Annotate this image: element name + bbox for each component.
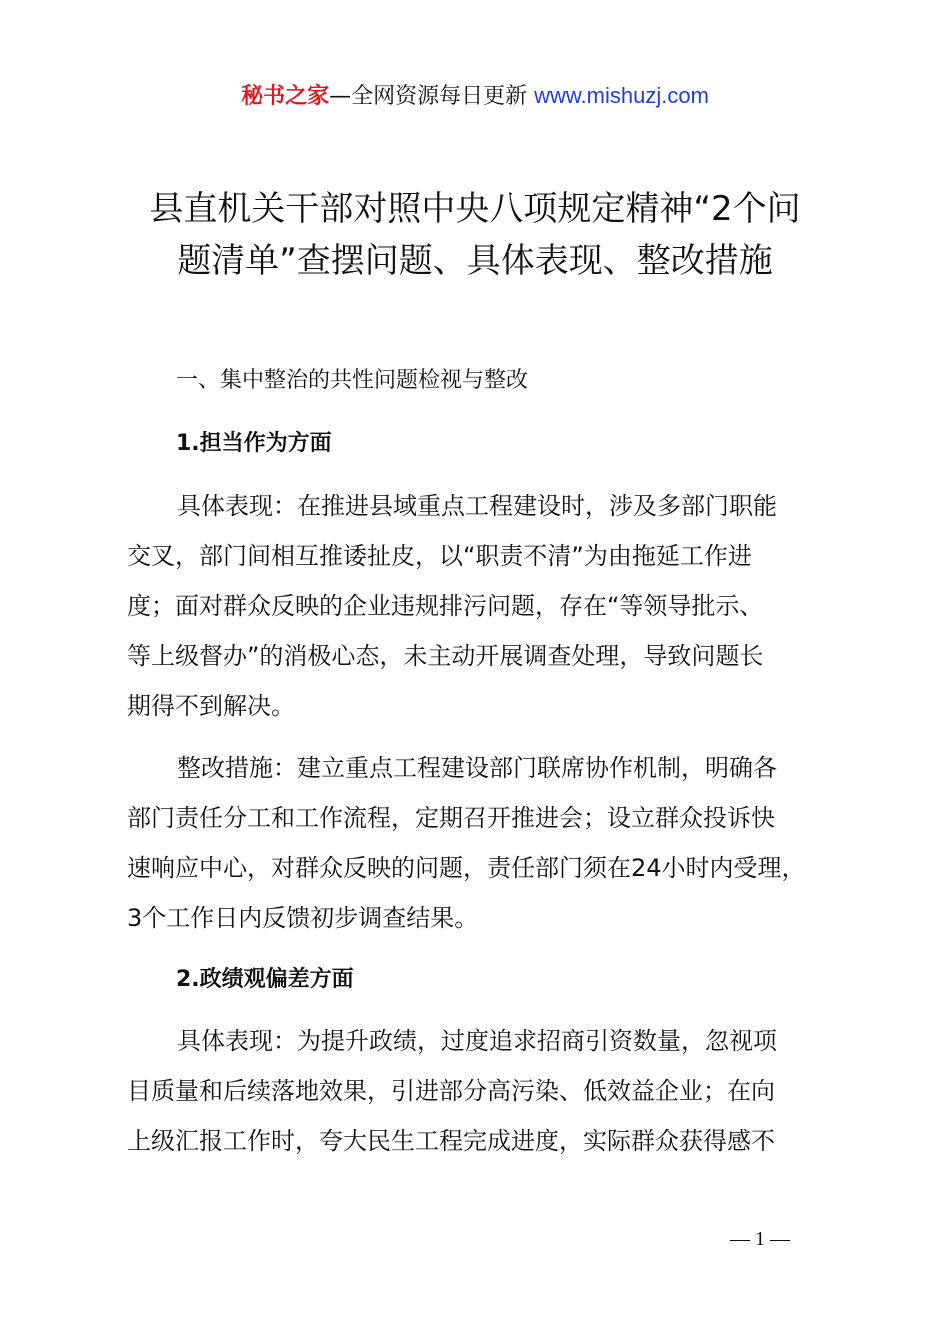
paragraph-line: 期得不到解决。 (127, 692, 295, 720)
paragraph-line: 具体表现：为提升政绩，过度追求招商引资数量，忽视项 (177, 1027, 777, 1055)
banner-tagline: —全网资源每日更新 (329, 84, 535, 109)
paragraph-line: 目质量和后续落地效果，引进部分高污染、低效益企业；在向 (127, 1077, 775, 1105)
paragraph-rectification (127, 743, 857, 943)
paragraph-performance (127, 1016, 857, 1166)
site-banner (0, 80, 950, 113)
title-line: 县直机关干部对照中央八项规定精神“2个问 (149, 189, 801, 229)
paragraph-line: 具体表现：在推进县域重点工程建设时，涉及多部门职能 (177, 492, 777, 520)
paragraph-line: 等上级督办”的消极心态，未主动开展调查处理，导致问题长 (127, 642, 764, 670)
site-url-link[interactable]: www.mishuzj.com (534, 83, 709, 108)
paragraph-line: 速响应中心，对群众反映的问题，责任部门须在24小时内受理， (127, 854, 806, 882)
paragraph-line: 交叉，部门间相互推诿扯皮，以“职责不清”为由拖延工作进 (127, 542, 752, 570)
paragraph-line: 整改措施：建立重点工程建设部门联席协作机制，明确各 (177, 754, 777, 782)
brand-name: 秘书之家 (241, 84, 330, 109)
subsection-heading: 2.政绩观偏差方面 (176, 967, 354, 992)
paragraph-performance (127, 481, 857, 731)
paragraph-line: 度；面对群众反映的企业违规排污问题，存在“等领导批示、 (127, 592, 764, 620)
section-heading: 一、集中整治的共性问题检视与整改 (176, 368, 529, 393)
paragraph-line: 上级汇报工作时，夸大民生工程完成进度，实际群众获得感不 (127, 1127, 775, 1155)
document-title (100, 183, 850, 287)
paragraph-line: 部门责任分工和工作流程，定期召开推进会；设立群众投诉快 (127, 804, 775, 832)
title-line: 题清单”查摆问题、具体表现、整改措施 (177, 241, 773, 281)
page-number: — 1 — (730, 1228, 790, 1250)
paragraph-line: 3个工作日内反馈初步调查结果。 (127, 904, 479, 932)
subsection-heading: 1.担当作为方面 (176, 431, 332, 456)
